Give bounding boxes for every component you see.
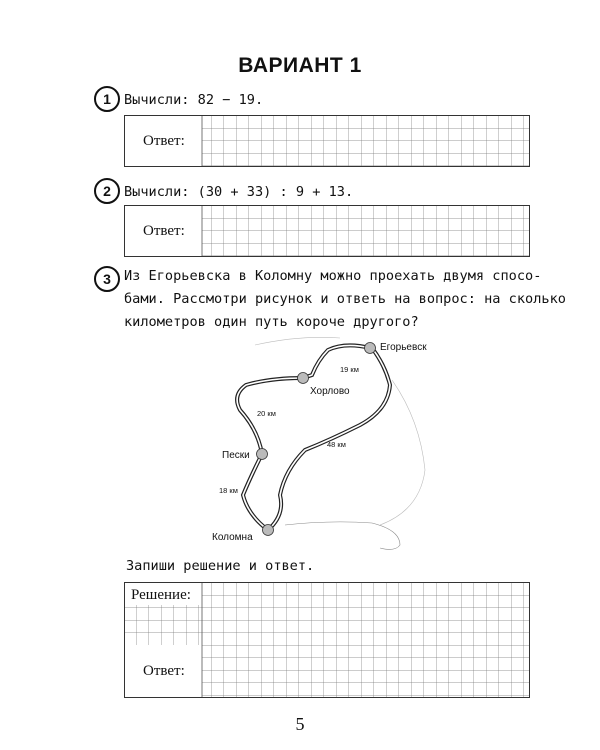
task-1-answer-box[interactable] [124,115,530,167]
town-label-kolomna: Коломна [212,532,253,543]
town-marker-khorlovo [298,373,309,384]
task-3-line-2: бами. Рассмотри рисунок и ответь на вопрос: на сколько [124,291,566,307]
town-marker-peski [257,449,268,460]
route-map [0,330,600,560]
town-label-khorlovo: Хорлово [310,386,350,397]
task-2-grid [125,206,529,256]
distance-peski-kolomna: 18 км [219,486,238,495]
task-1-answer-label: Ответ: [143,133,185,149]
task-3-line-3: километров один путь короче другого? [124,314,419,330]
map-bg-line [255,337,340,345]
task-2-answer-label: Ответ: [143,223,185,239]
distance-egorievsk-kolomna: 48 км [327,440,346,449]
page-number: 5 [295,714,305,734]
task-3-solution-label: Решение: [131,587,191,603]
task-3-solution-box[interactable] [124,582,530,698]
page-title: ВАРИАНТ 1 [238,54,362,77]
distance-khorlovo-peski: 20 км [257,409,276,418]
town-label-peski: Пески [222,450,250,461]
task-3-number: 3 [94,266,120,292]
town-label-egorievsk: Егорьевск [380,342,427,353]
town-marker-egorievsk [365,343,376,354]
task-1-number: 1 [94,86,120,112]
task-2-answer-box[interactable] [124,205,530,257]
task-1-text: Вычисли: 82 − 19. [124,92,264,108]
town-marker-kolomna [263,525,274,536]
task-1-grid [125,116,529,166]
task-3-instruction: Запиши решение и ответ. [126,558,315,574]
road-east [268,348,390,530]
task-3-line-1: Из Егорьевска в Коломну можно проехать двумя спосо- [124,268,542,284]
task-2-text: Вычисли: (30 + 33) : 9 + 13. [124,184,354,200]
task-3-answer-label: Ответ: [143,663,185,679]
distance-egorievsk-khorlovo: 19 км [340,365,359,374]
task-2-number: 2 [94,178,120,204]
map-bg-line [285,522,400,550]
